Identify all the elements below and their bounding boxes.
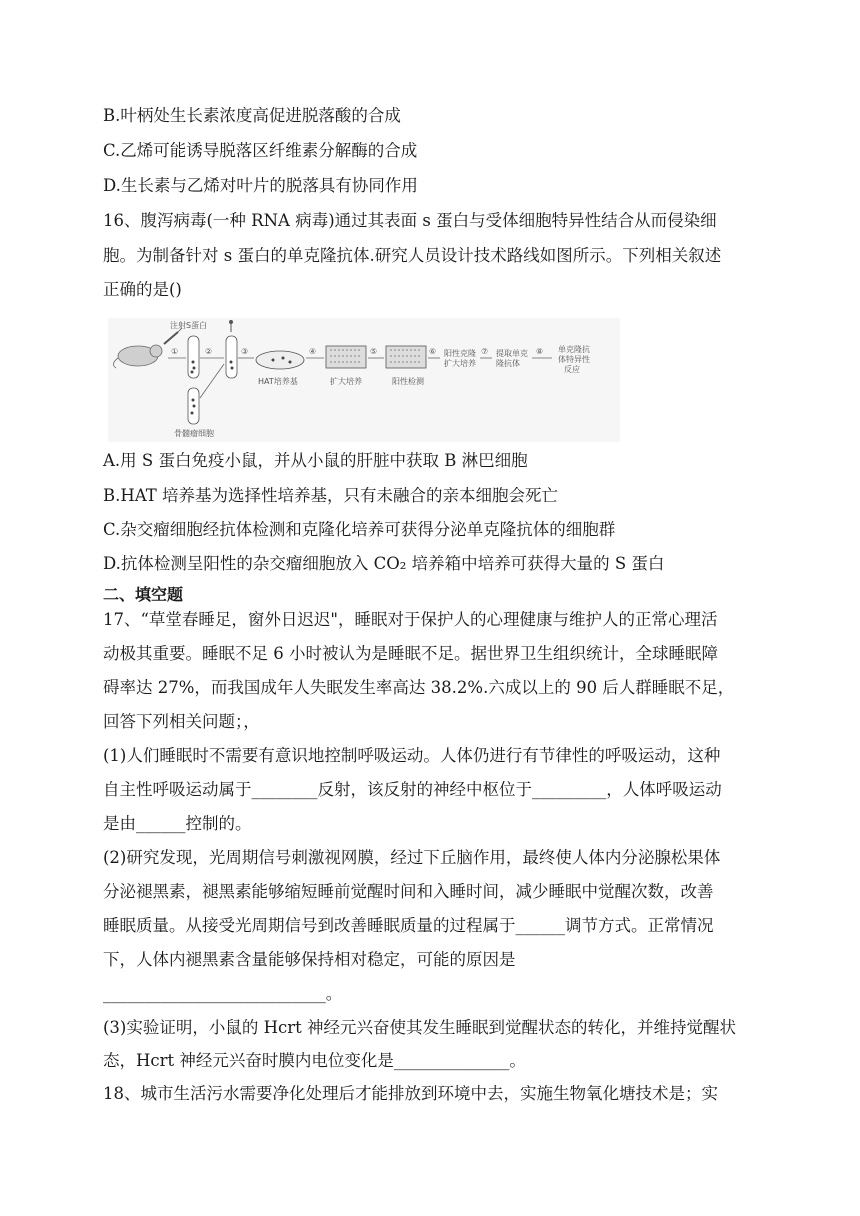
step-7: ⑦ [481, 347, 489, 356]
q17-line: 态，Hcrt 神经元兴奋时膜内电位变化是______________。 [103, 1051, 526, 1070]
test-tube-icon [188, 336, 199, 378]
q16-stem-line: 正确的是() [103, 280, 182, 299]
q15-option-d: D.生长素与乙烯对叶片的脱落具有协同作用 [103, 176, 418, 195]
box2-line: 隆抗体 [496, 359, 520, 368]
box2-line: 提取单克 [496, 349, 528, 358]
q17-answer-blank: ___________________________。 [103, 984, 343, 1003]
monoclonal-antibody-flow-figure [108, 318, 620, 442]
step-3: ③ [241, 347, 249, 356]
q17-line: (2)研究发现，光周期信号刺激视网膜，经过下丘脑作用，最终使人体内分泌腺松果体 [103, 848, 721, 867]
step-1: ① [171, 347, 179, 356]
q17-line: (1)人们睡眠时不需要有意识地控制呼吸运动。人体仍进行有节律性的呼吸运动，这种 [103, 746, 721, 765]
q15-option-c: C.乙烯可能诱导脱落区纤维素分解酶的合成 [103, 141, 418, 160]
detect-label: 阳性检测 [392, 377, 424, 386]
box3-line: 单克隆抗 [558, 345, 590, 354]
q17-line: 下，人体内褪黑素含量能够保持相对稳定，可能的原因是 [103, 950, 516, 969]
q16-option-d: D.抗体检测呈阳性的杂交瘤细胞放入 CO₂ 培养箱中培养可获得大量的 S 蛋白 [103, 554, 665, 573]
box3-line: 体特异性 [558, 355, 590, 364]
petri-dish-icon [256, 351, 304, 369]
test-tube-icon [226, 336, 237, 378]
q17-line: (3)实验证明，小鼠的 Hcrt 神经元兴奋使其发生睡眠到觉醒状态的转化，并维持觉醒状 [103, 1018, 737, 1037]
q18-line: 18、城市生活污水需要净化处理后才能排放到环境中去，实施生物氧化塘技术是；实 [103, 1084, 718, 1103]
section-title: 二、填空题 [103, 585, 184, 604]
q16-option-a: A.用 S 蛋白免疫小鼠，并从小鼠的肝脏中获取 B 淋巴细胞 [103, 451, 528, 470]
step-2: ② [205, 347, 213, 356]
step-6: ⑥ [429, 347, 437, 356]
expand-label: 扩大培养 [330, 377, 362, 386]
q17-line: 分泌褪黑素，褪黑素能够缩短睡前觉醒时间和入睡时间，减少睡眠中觉醒次数，改善 [103, 882, 714, 901]
q16-stem-line: 16、腹泻病毒(一种 RNA 病毒)通过其表面 s 蛋白与受体细胞特异性结合从而侵染细 [103, 211, 717, 230]
marrow-label: 骨髓瘤细胞 [174, 429, 214, 438]
step-5: ⑤ [370, 347, 378, 356]
q17-line: 是由______控制的。 [103, 814, 252, 833]
box1-line: 阳性克隆 [444, 349, 476, 358]
step-8: ⑧ [536, 347, 544, 356]
q15-option-b: B.叶柄处生长素浓度高促进脱落酸的合成 [103, 106, 401, 125]
step-4: ④ [309, 347, 317, 356]
q16-option-c: C.杂交瘤细胞经抗体检测和克隆化培养可获得分泌单克隆抗体的细胞群 [103, 520, 616, 539]
q17-line: 17、“草堂春睡足，窗外日迟迟"，睡眠对于保护人的心理健康与维护人的正常心理活 [103, 610, 718, 629]
q17-line: 回答下列相关问题；， [103, 712, 260, 731]
flow-diagram [108, 318, 620, 442]
q16-stem-line: 胞。为制备针对 s 蛋白的单克隆抗体.研究人员设计技术路线如图所示。下列相关叙述 [103, 246, 722, 265]
box1-line: 扩大培养 [444, 359, 476, 368]
q17-line: 自主性呼吸运动属于________反射，该反射的神经中枢位于_________，人体呼吸运动 [103, 780, 722, 799]
q16-option-b: B.HAT 培养基为选择性培养基，只有未融合的亲本细胞会死亡 [103, 486, 559, 505]
q17-line: 动极其重要。睡眠不足 6 小时被认为是睡眠不足。据世界卫生组织统计，全球睡眠障 [103, 644, 718, 663]
hat-label: HAT培养基 [258, 377, 298, 386]
box3-line: 反应 [564, 365, 580, 374]
culture-plate-icon [386, 346, 426, 368]
culture-plate-icon [326, 346, 366, 368]
q17-line: 碍率达 27%，而我国成年人失眠发生率高达 38.2%.六成以上的 90 后人群睡眠不足， [103, 678, 735, 697]
q17-line: 睡眠质量。从接受光周期信号到改善睡眠质量的过程属于______调节方式。正常情况 [103, 916, 714, 935]
inject-label: 注射S蛋白 [170, 321, 208, 330]
